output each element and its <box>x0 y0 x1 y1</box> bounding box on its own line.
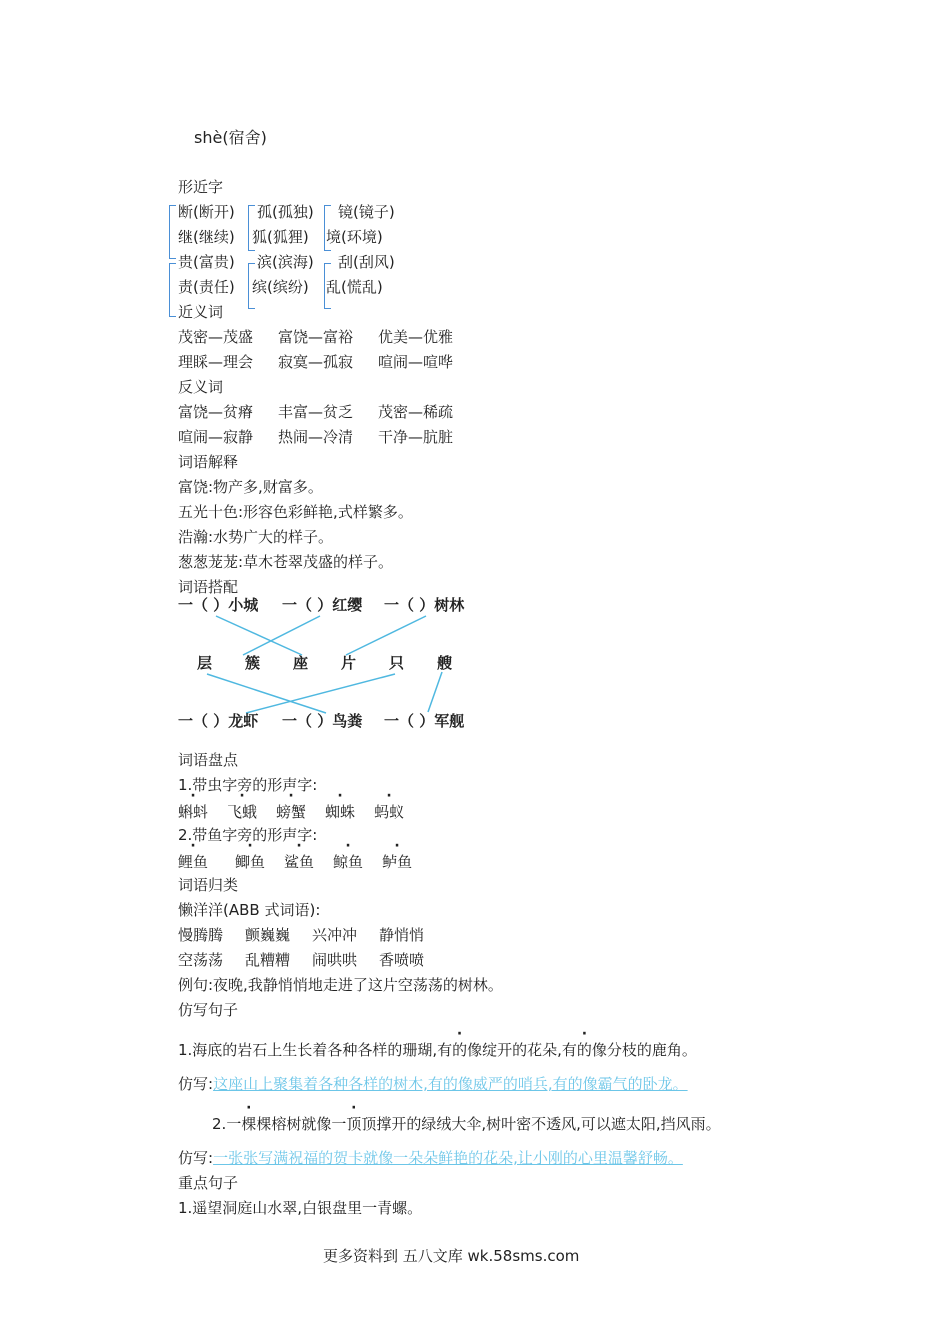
answer-text: 一张张写满祝福的贺卡就像一朵朵鲜艳的花朵,让小刚的心里温馨舒畅。 <box>213 1149 683 1167</box>
similar-char: 责(责任) <box>178 278 235 296</box>
antonym: 喧闹—寂静 <box>178 428 254 446</box>
dotted-word: 蚂蚁 <box>374 803 405 821</box>
abb-word: 香喷喷 <box>379 951 425 969</box>
antonym: 丰富—贫乏 <box>278 403 354 421</box>
sentence-part: 2. <box>212 1115 227 1133</box>
synonym: 优美—优雅 <box>378 328 454 346</box>
heading-fangxie: 仿写句子 <box>178 1001 239 1019</box>
imitation-label: 仿写: <box>178 1075 214 1093</box>
similar-char: 断(断开) <box>178 203 235 221</box>
sentence-part: 分枝的鹿角。 <box>606 1041 697 1059</box>
measure-word: 只 <box>389 654 405 672</box>
abb-word: 乱糟糟 <box>245 951 291 969</box>
dotted-word: 鲤鱼 <box>178 853 209 871</box>
similar-char: 贵(富贵) <box>178 253 235 271</box>
heading-xingjinzi: 形近字 <box>178 178 224 196</box>
dotted-word: 鲫鱼 <box>235 853 266 871</box>
footer-text: 更多资料到 五八文库 wk.58sms.com <box>323 1247 580 1265</box>
collocation-bottom: 一（ ）军舰 <box>384 712 465 730</box>
example-sentence: 例句:夜晚,我静悄悄地走进了这片空荡荡的树林。 <box>178 976 503 994</box>
dotted-word: 飞蛾 <box>227 803 258 821</box>
measure-word: 艘 <box>437 654 453 672</box>
dotted-word: 鲸鱼 <box>333 853 364 871</box>
collocation-top: 一（ ）小城 <box>178 596 259 614</box>
question: 2.带鱼字旁的形声字: <box>178 826 318 844</box>
definition: 富饶:物产多,财富多。 <box>178 478 323 496</box>
similar-char: 乱(慌乱) <box>326 278 383 296</box>
synonym: 富饶—富裕 <box>278 328 354 346</box>
dotted-word: 蜘蛛 <box>325 803 356 821</box>
collocation-bottom: 一（ ）鸟粪 <box>282 712 363 730</box>
dotted-phrase: 有的像 <box>561 1041 607 1059</box>
sentence-part: 榕树就像 <box>271 1115 332 1133</box>
similar-char: 镜(镜子) <box>338 203 395 221</box>
dotted-word: 蝌蚪 <box>178 803 209 821</box>
sentence-part: 1.海底的岩石上生长着各种各样的珊瑚, <box>178 1041 438 1059</box>
similar-char: 狐(狐狸) <box>252 228 309 246</box>
word-list <box>178 802 404 822</box>
measure-word: 片 <box>341 654 357 672</box>
synonym: 喧闹—喧哗 <box>378 353 454 371</box>
similar-char: 境(环境) <box>326 228 383 246</box>
antonym: 茂密—稀疏 <box>378 403 454 421</box>
abb-word: 慢腾腾 <box>178 926 224 944</box>
measure-word: 簇 <box>245 654 261 672</box>
dotted-word: 螃蟹 <box>276 803 307 821</box>
dotted-word: 鲨鱼 <box>284 853 315 871</box>
similar-char: 滨(滨海) <box>257 253 314 271</box>
model-sentence-2 <box>212 1114 721 1134</box>
antonym: 富饶—贫瘠 <box>178 403 254 421</box>
antonym: 干净—肮脏 <box>378 428 454 446</box>
heading-zhongdian: 重点句子 <box>178 1174 239 1192</box>
heading-fanyici: 反义词 <box>178 378 224 396</box>
abb-word: 静悄悄 <box>379 926 425 944</box>
heading-guilei: 词语归类 <box>178 876 239 894</box>
abb-word: 闹哄哄 <box>312 951 358 969</box>
abb-word: 空荡荡 <box>178 951 224 969</box>
similar-char: 孤(孤独) <box>257 203 314 221</box>
antonym: 热闹—冷清 <box>278 428 354 446</box>
match-line <box>346 616 426 655</box>
heading-dapei: 词语搭配 <box>178 578 239 596</box>
model-sentence-1 <box>178 1040 697 1060</box>
heading-pandian: 词语盘点 <box>178 751 239 769</box>
match-line <box>243 616 320 655</box>
collocation-top: 一（ ）红缨 <box>282 596 363 614</box>
synonym: 寂寞—孤寂 <box>278 353 354 371</box>
definition: 葱葱茏茏:草木苍翠茂盛的样子。 <box>178 553 394 571</box>
key-sentence: 1.遥望洞庭山水翠,白银盘里一青螺。 <box>178 1199 423 1217</box>
imitation-1 <box>178 1074 688 1094</box>
similar-char: 刮(刮风) <box>338 253 395 271</box>
dotted-phrase: 一棵棵 <box>226 1115 272 1133</box>
pinyin-line: shè(宿舍) <box>194 128 267 147</box>
question: 1.带虫字旁的形声字: <box>178 776 318 794</box>
heading-jinyici: 近义词 <box>178 303 224 321</box>
measure-word: 层 <box>197 654 213 672</box>
dotted-phrase: 有的像 <box>437 1041 483 1059</box>
definition: 浩瀚:水势广大的样子。 <box>178 528 334 546</box>
imitation-2 <box>178 1148 683 1168</box>
abb-word: 兴冲冲 <box>312 926 358 944</box>
sentence-part: 撑开的绿绒大伞,树叶密不透风,可以遮太阳,挡风雨。 <box>376 1115 721 1133</box>
dotted-word: 鲈鱼 <box>382 853 413 871</box>
word-list <box>178 852 412 872</box>
answer-text: 这座山上聚集着各种各样的树木,有的像威严的哨兵,有的像霸气的卧龙。 <box>213 1075 688 1093</box>
synonym: 理睬—理会 <box>178 353 254 371</box>
similar-char: 缤(缤纷) <box>252 278 309 296</box>
heading-jieshi: 词语解释 <box>178 453 239 471</box>
match-line <box>216 616 302 655</box>
measure-word: 座 <box>293 654 309 672</box>
imitation-label: 仿写: <box>178 1149 214 1167</box>
synonym: 茂密—茂盛 <box>178 328 254 346</box>
sentence-part: 绽开的花朵, <box>482 1041 562 1059</box>
collocation-bottom: 一（ ）龙虾 <box>178 712 259 730</box>
definition: 五光十色:形容色彩鲜艳,式样繁多。 <box>178 503 413 521</box>
match-line <box>428 672 442 712</box>
abb-word: 颤巍巍 <box>245 926 291 944</box>
similar-char: 继(继续) <box>178 228 235 246</box>
dotted-phrase: 一顶顶 <box>331 1115 377 1133</box>
subheading: 懒洋洋(ABB 式词语): <box>178 901 321 919</box>
collocation-top: 一（ ）树林 <box>384 596 465 614</box>
